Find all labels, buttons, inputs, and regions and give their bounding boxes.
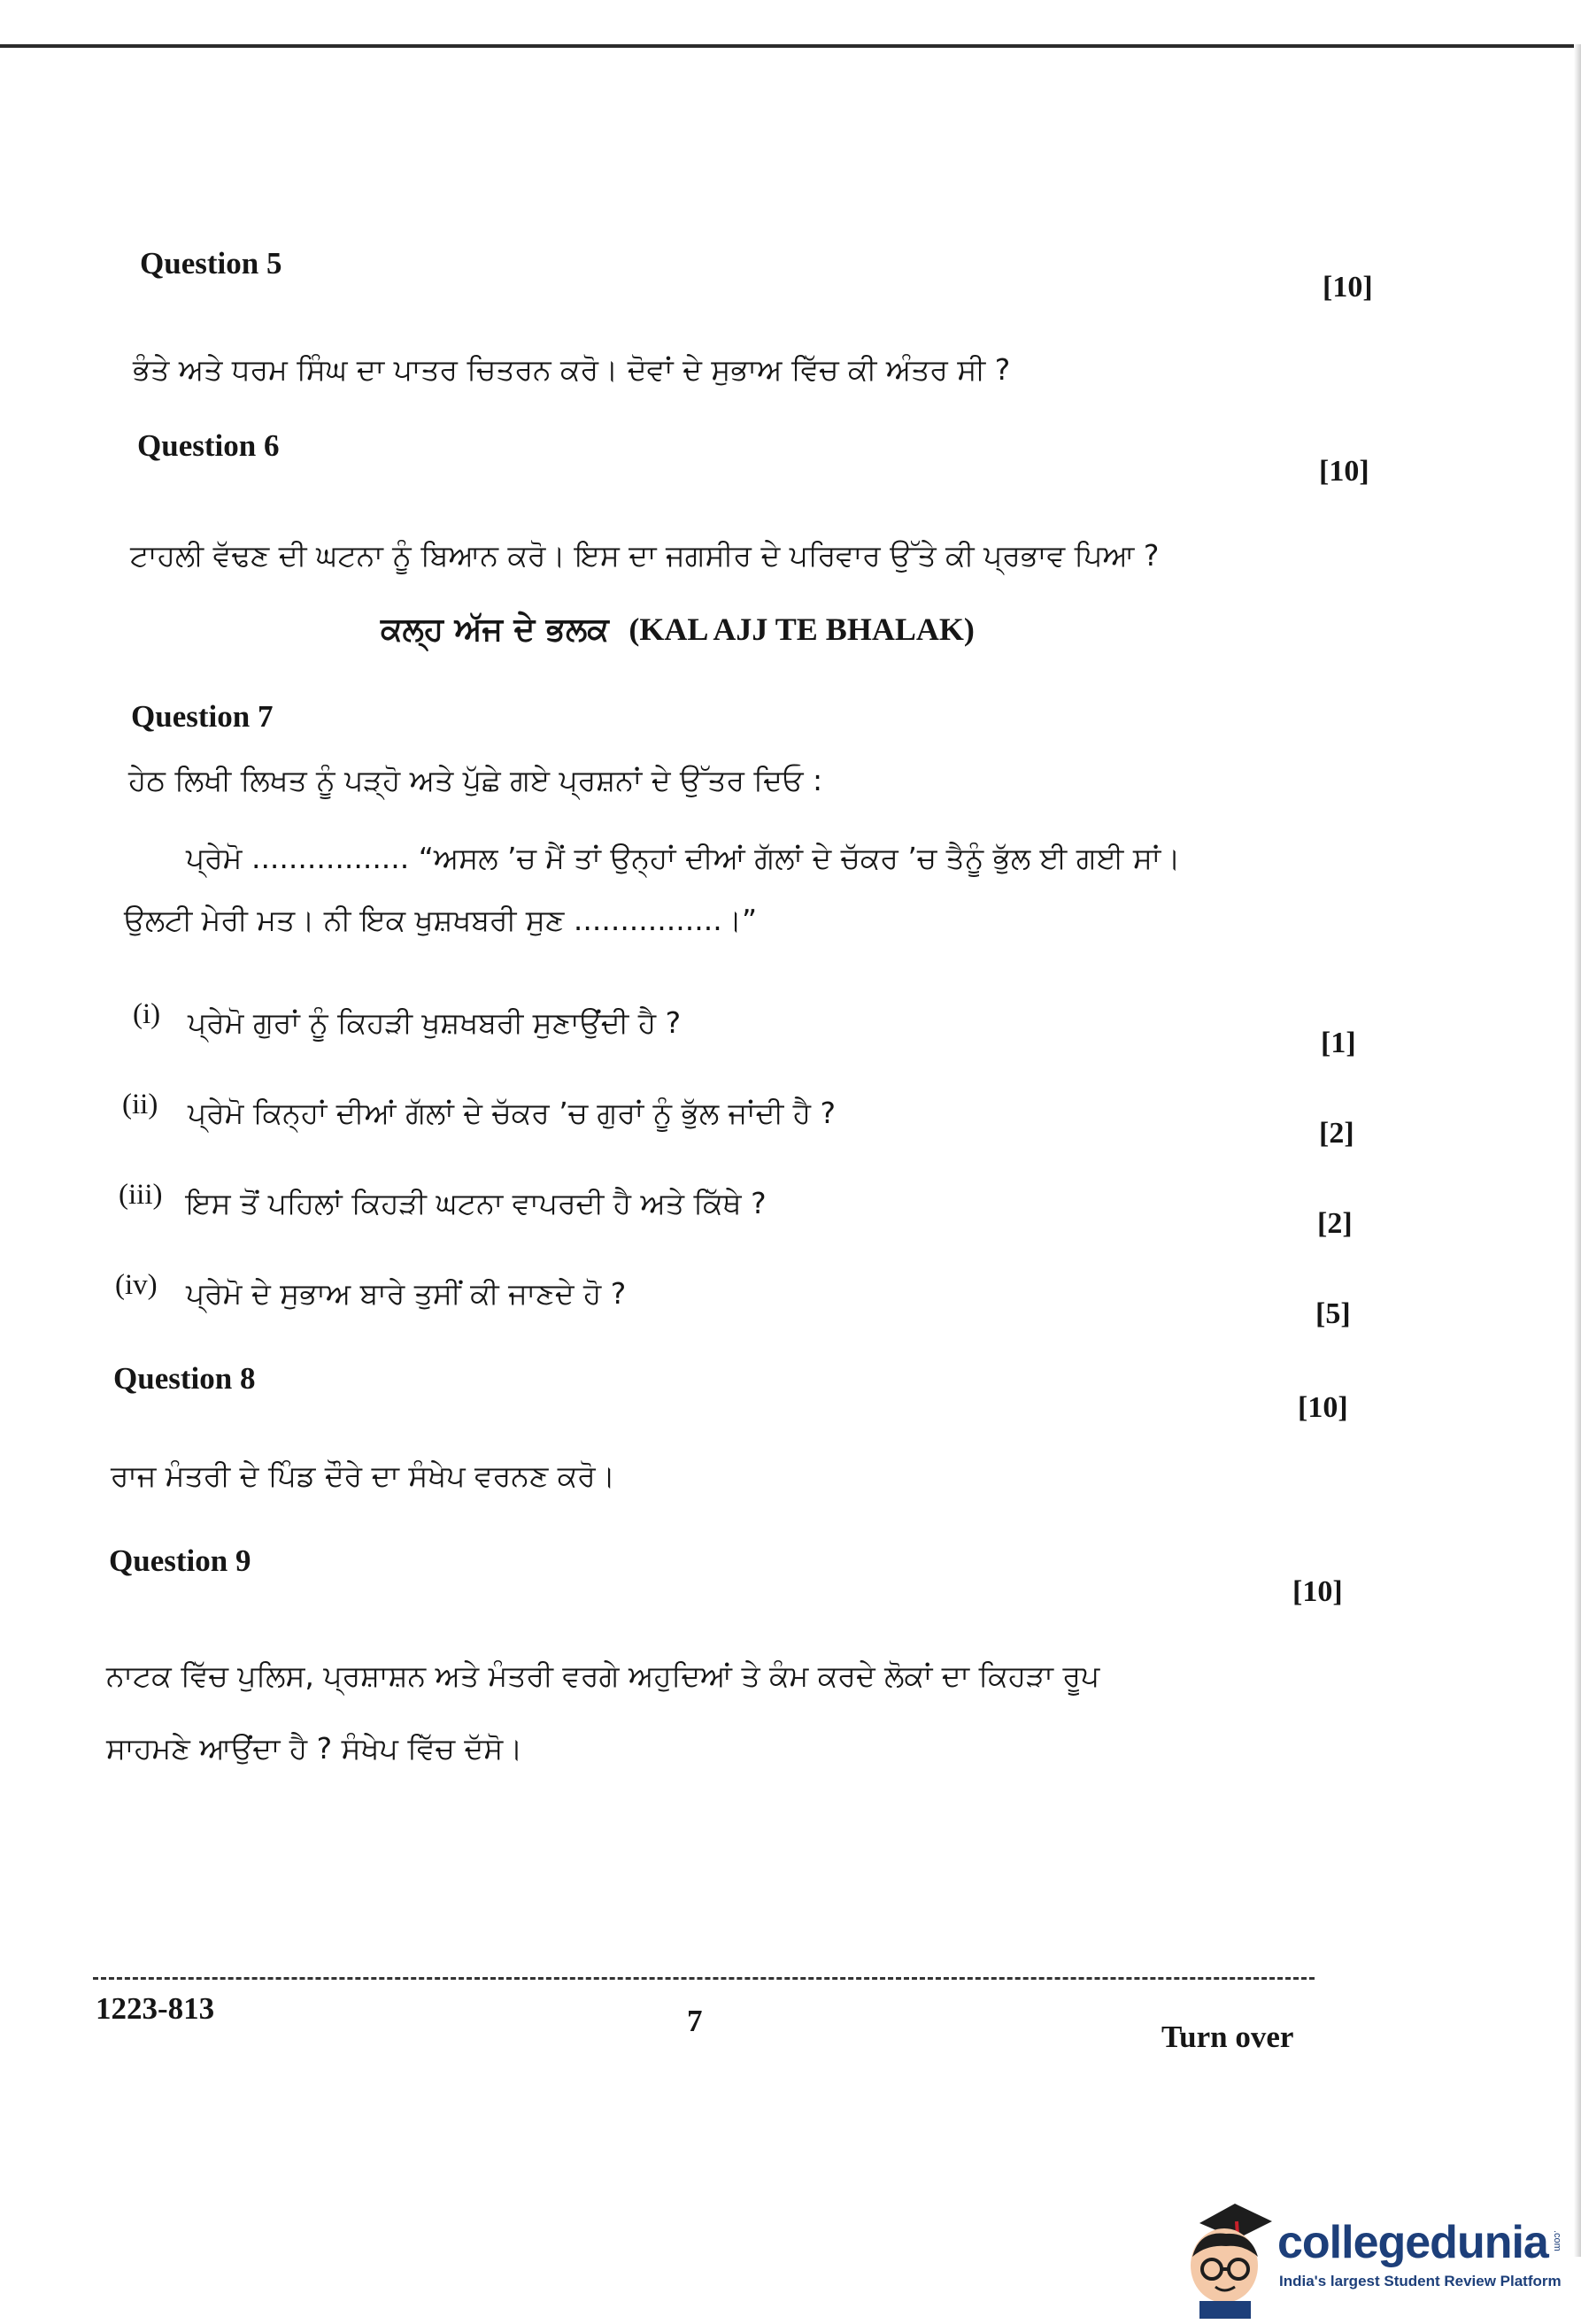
page-number: 7 (687, 2004, 703, 2038)
question-7-part-iv-number: (iv) (115, 1269, 158, 1301)
scan-top-edge (0, 44, 1581, 48)
student-mascot-icon (1173, 2195, 1277, 2319)
question-7-passage-line2: ਉਲਟੀ ਮੇਰੀ ਮਤ। ਨੀ ਇਕ ਖੁਸ਼ਖਬਰੀ ਸੁਣ ................।” (124, 903, 758, 937)
question-7-part-ii-marks: [2] (1319, 1117, 1354, 1150)
question-9-text-line2: ਸਾਹਮਣੇ ਆਉਂਦਾ ਹੈ ? ਸੰਖੇਪ ਵਿੱਚ ਦੱਸੋ। (106, 1731, 523, 1766)
question-7-part-iii-text: ਇਸ ਤੋਂ ਪਹਿਲਾਂ ਕਿਹੜੀ ਘਟਨਾ ਵਾਪਰਦੀ ਹੈ ਅਤੇ ਕਿੱਥੇ ? (186, 1186, 767, 1220)
question-8-marks: [10] (1298, 1391, 1348, 1424)
watermark-brand-name: collegedunia (1277, 2217, 1548, 2268)
question-5-heading: Question 5 (140, 246, 282, 281)
question-7-part-iv-text: ਪ੍ਰੇਮੋ ਦੇ ਸੁਭਾਅ ਬਾਰੇ ਤੁਸੀਂ ਕੀ ਜਾਣਦੇ ਹੋ ? (186, 1276, 627, 1311)
question-5-text: ਭੰਤੇ ਅਤੇ ਧਰਮ ਸਿੰਘ ਦਾ ਪਾਤਰ ਚਿਤਰਨ ਕਰੋ। ਦੋਵਾਂ ਦੇ ਸੁਭਾਅ ਵਿੱਚ ਕੀ ਅੰਤਰ ਸੀ ? (133, 352, 1011, 387)
question-9-text-line1: ਨਾਟਕ ਵਿੱਚ ਪੁਲਿਸ, ਪ੍ਰਸ਼ਾਸ਼ਨ ਅਤੇ ਮੰਤਰੀ ਵਰਗੇ ਅਹੁਦਿਆਂ ਤੇ ਕੰਮ ਕਰਦੇ ਲੋਕਾਂ ਦਾ ਕਿਹੜਾ ਰੂਪ (106, 1658, 1100, 1693)
question-6-text: ਟਾਹਲੀ ਵੱਢਣ ਦੀ ਘਟਨਾ ਨੂੰ ਬਿਆਨ ਕਰੋ। ਇਸ ਦਾ ਜਗਸੀਰ ਦੇ ਪਰਿਵਾਰ ਉੱਤੇ ਕੀ ਪ੍ਰਭਾਵ ਪਿਆ ? (130, 538, 1160, 573)
question-9-heading: Question 9 (109, 1543, 251, 1578)
question-7-passage-line1: ਪ੍ਰੇਮੋ ................. “ਅਸਲ ’ਚ ਮੈਂ ਤਾਂ ਉਨ੍ਹਾਂ ਦੀਆਂ ਗੱਲਾਂ ਦੇ ਚੱਕਰ ’ਚ ਤੈਨੂੰ ਭੁੱਲ ਈ ਗਈ ਸਾਂ। (186, 841, 1181, 875)
question-7-part-ii-text: ਪ੍ਰੇਮੋ ਕਿਨ੍ਹਾਂ ਦੀਆਂ ਗੱਲਾਂ ਦੇ ਚੱਕਰ ’ਚ ਗੁਰਾਂ ਨੂੰ ਭੁੱਲ ਜਾਂਦੀ ਹੈ ? (188, 1096, 837, 1130)
watermark-tagline: India's largest Student Review Platform (1279, 2273, 1562, 2289)
question-6-heading: Question 6 (137, 428, 280, 463)
question-7-heading: Question 7 (131, 699, 274, 734)
scan-right-edge (1574, 44, 1581, 2257)
watermark-brand-domain: .com (1552, 2230, 1562, 2251)
paper-code: 1223-813 (96, 1991, 215, 2026)
section-title-english: (KAL AJJ TE BHALAK) (629, 612, 975, 647)
question-7-part-iv-marks: [5] (1315, 1297, 1351, 1330)
turn-over: Turn over (1161, 2020, 1294, 2054)
question-7-part-i-marks: [1] (1321, 1027, 1356, 1059)
question-5-marks: [10] (1323, 271, 1373, 304)
question-8-heading: Question 8 (113, 1361, 256, 1396)
question-7-part-ii-number: (ii) (122, 1089, 158, 1120)
section-title (381, 611, 975, 649)
question-6-marks: [10] (1319, 455, 1369, 488)
question-8-text: ਰਾਜ ਮੰਤਰੀ ਦੇ ਪਿੰਡ ਦੌਰੇ ਦਾ ਸੰਖੇਪ ਵਰਨਣ ਕਰੋ। (111, 1458, 616, 1493)
question-7-part-i-text: ਪ੍ਰੇਮੋ ਗੁਰਾਂ ਨੂੰ ਕਿਹੜੀ ਖੁਸ਼ਖਬਰੀ ਸੁਣਾਉਂਦੀ ਹੈ ? (188, 1005, 682, 1040)
footer-dashed-rule (93, 1977, 1315, 1980)
section-title-punjabi: ਕਲ੍ਹ ਅੱਜ ਦੇ ਭਲਕ (381, 612, 609, 648)
question-7-part-i-number: (i) (133, 998, 161, 1030)
question-7-part-iii-marks: [2] (1317, 1207, 1353, 1240)
question-9-marks: [10] (1292, 1575, 1343, 1608)
question-7-instruction: ਹੇਠ ਲਿਖੀ ਲਿਖਤ ਨੂੰ ਪੜ੍ਹੋ ਅਤੇ ਪੁੱਛੇ ਗਏ ਪ੍ਰਸ਼ਨਾਂ ਦੇ ਉੱਤਰ ਦਿਓ : (128, 763, 823, 797)
question-7-part-iii-number: (iii) (119, 1179, 163, 1211)
collegedunia-watermark (1173, 2195, 1571, 2319)
